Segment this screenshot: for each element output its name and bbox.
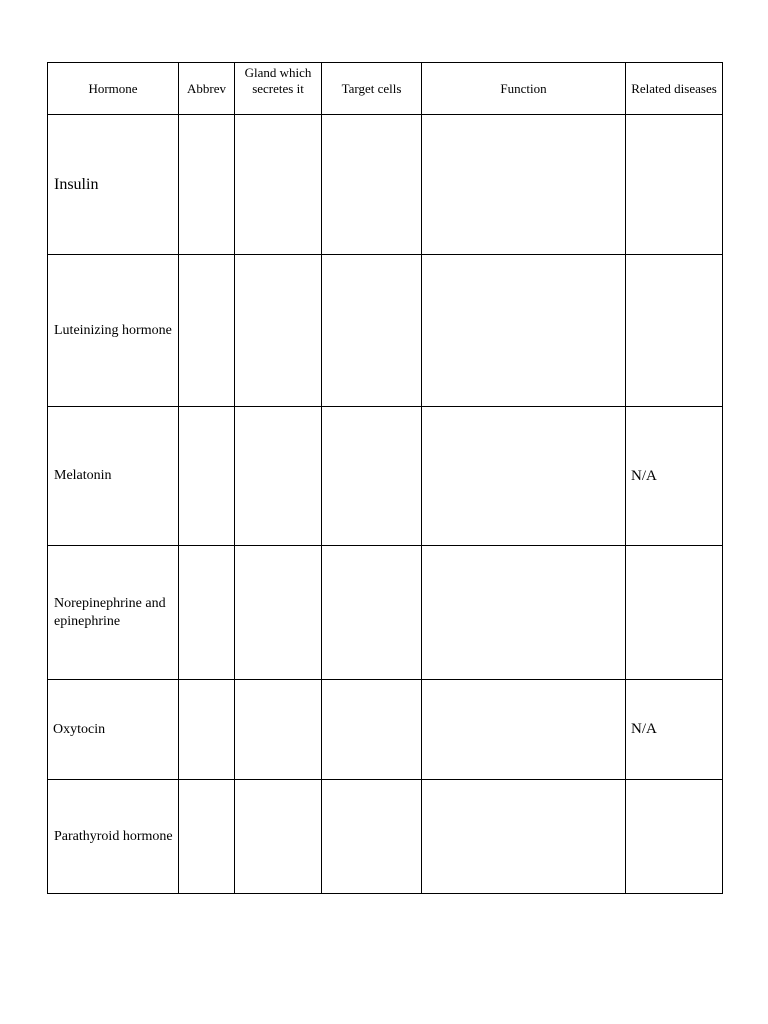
abbrev-cell[interactable] <box>179 680 235 780</box>
function-cell[interactable] <box>422 546 626 680</box>
table-row <box>48 780 723 894</box>
related-diseases-cell[interactable] <box>626 780 723 894</box>
target-cells-cell[interactable] <box>322 680 422 780</box>
header-gland: Gland which secretes it <box>235 63 322 115</box>
abbrev-cell[interactable] <box>179 780 235 894</box>
hormone-name-cell: Luteinizing hormone <box>48 255 179 407</box>
header-target-cells: Target cells <box>322 63 422 115</box>
table-row <box>48 546 723 680</box>
header-hormone: Hormone <box>48 63 179 115</box>
target-cells-cell[interactable] <box>322 115 422 255</box>
header-row <box>48 63 723 115</box>
table-row <box>48 115 723 255</box>
hormone-name-cell: Parathyroid hormone <box>48 780 179 894</box>
related-diseases-cell[interactable] <box>626 255 723 407</box>
target-cells-cell[interactable] <box>322 546 422 680</box>
hormone-name-cell: Norepinephrine and epinephrine <box>48 546 179 680</box>
target-cells-cell[interactable] <box>322 407 422 546</box>
table-row <box>48 680 723 780</box>
gland-cell[interactable] <box>235 680 322 780</box>
table-row <box>48 407 723 546</box>
header-function: Function <box>422 63 626 115</box>
gland-cell[interactable] <box>235 407 322 546</box>
gland-cell[interactable] <box>235 780 322 894</box>
gland-cell[interactable] <box>235 546 322 680</box>
header-related-diseases: Related diseases <box>626 63 723 115</box>
table-row <box>48 255 723 407</box>
hormone-name-cell: Insulin <box>48 115 179 255</box>
target-cells-cell[interactable] <box>322 780 422 894</box>
abbrev-cell[interactable] <box>179 407 235 546</box>
hormone-table <box>47 62 723 894</box>
function-cell[interactable] <box>422 407 626 546</box>
abbrev-cell[interactable] <box>179 255 235 407</box>
hormone-name-cell: Melatonin <box>48 407 179 546</box>
abbrev-cell[interactable] <box>179 115 235 255</box>
related-diseases-cell[interactable] <box>626 115 723 255</box>
related-diseases-cell[interactable]: N/A <box>626 680 723 780</box>
related-diseases-cell[interactable] <box>626 546 723 680</box>
related-diseases-cell[interactable]: N/A <box>626 407 723 546</box>
gland-cell[interactable] <box>235 115 322 255</box>
hormone-name-cell: Oxytocin <box>48 680 179 780</box>
function-cell[interactable] <box>422 115 626 255</box>
target-cells-cell[interactable] <box>322 255 422 407</box>
abbrev-cell[interactable] <box>179 546 235 680</box>
function-cell[interactable] <box>422 780 626 894</box>
gland-cell[interactable] <box>235 255 322 407</box>
function-cell[interactable] <box>422 680 626 780</box>
function-cell[interactable] <box>422 255 626 407</box>
header-abbrev: Abbrev <box>179 63 235 115</box>
